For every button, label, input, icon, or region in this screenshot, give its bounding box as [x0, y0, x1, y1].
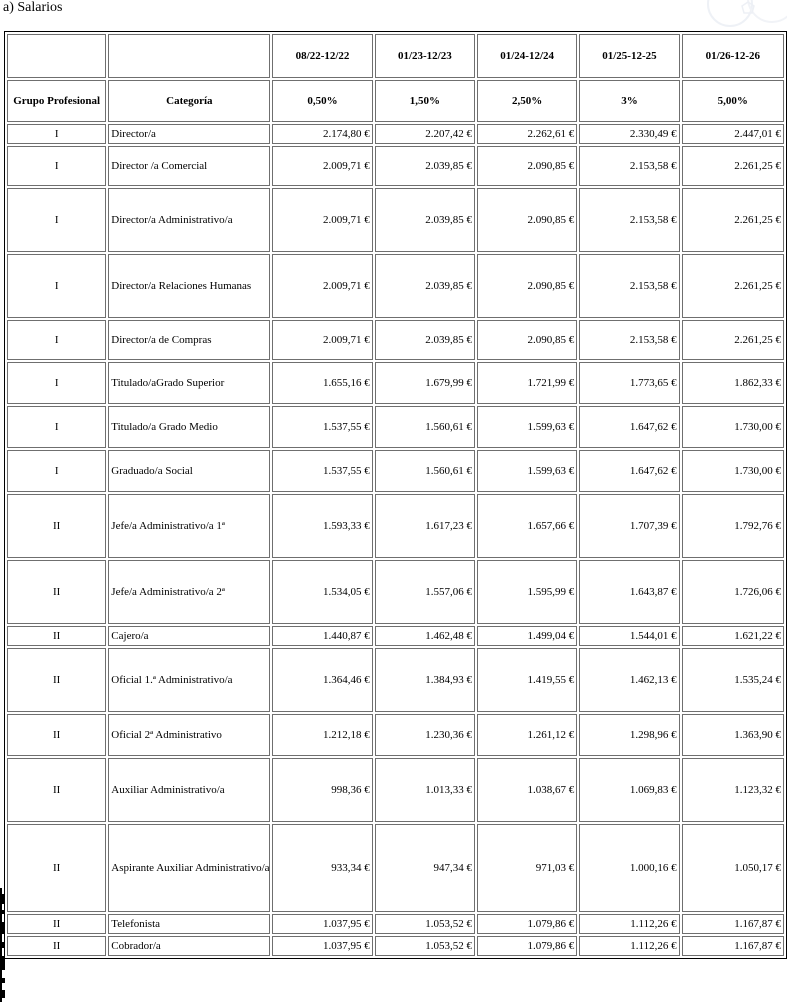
- category-cell: Graduado/a Social: [108, 450, 270, 492]
- category-cell: Director/a Relaciones Humanas: [108, 254, 270, 318]
- salary-cell: 2.039,85 €: [375, 320, 475, 360]
- group-cell: II: [7, 824, 106, 912]
- salary-cell: 1.013,33 €: [375, 758, 475, 822]
- category-cell: Director/a Administrativo/a: [108, 188, 270, 252]
- group-cell: I: [7, 362, 106, 404]
- salary-cell: 2.261,25 €: [682, 254, 784, 318]
- category-cell: Jefe/a Administrativo/a 1ª: [108, 494, 270, 558]
- salary-cell: 1.167,87 €: [682, 914, 784, 934]
- header-cell: 01/23-12/23: [375, 34, 475, 78]
- salary-cell: 2.261,25 €: [682, 146, 784, 186]
- salary-cell: 1.560,61 €: [375, 450, 475, 492]
- header-cell: [108, 34, 270, 78]
- salary-table-body: [7, 124, 784, 956]
- salary-cell: 2.039,85 €: [375, 254, 475, 318]
- section-heading: a) Salarios: [3, 0, 63, 15]
- table-row: [7, 560, 784, 624]
- salary-cell: 1.599,63 €: [477, 406, 577, 448]
- salary-cell: 1.167,87 €: [682, 936, 784, 956]
- header-cell: [7, 34, 106, 78]
- table-row: [7, 450, 784, 492]
- salary-cell: 1.534,05 €: [272, 560, 372, 624]
- header-cell: 01/26-12-26: [682, 34, 784, 78]
- salary-cell: 2.090,85 €: [477, 254, 577, 318]
- group-cell: II: [7, 936, 106, 956]
- salary-cell: 2.330,49 €: [579, 124, 679, 144]
- salary-cell: 1.053,52 €: [375, 914, 475, 934]
- group-cell: I: [7, 406, 106, 448]
- header-cell: 08/22-12/22: [272, 34, 372, 78]
- category-cell: Cobrador/a: [108, 936, 270, 956]
- salary-cell: 1.560,61 €: [375, 406, 475, 448]
- header-cell: Grupo Profesional: [7, 80, 106, 122]
- salary-cell: 2.207,42 €: [375, 124, 475, 144]
- salary-cell: 2.261,25 €: [682, 188, 784, 252]
- group-cell: I: [7, 146, 106, 186]
- salary-cell: 1.721,99 €: [477, 362, 577, 404]
- salary-cell: 2.090,85 €: [477, 320, 577, 360]
- category-cell: Aspirante Auxiliar Administrativo/a: [108, 824, 270, 912]
- category-cell: Titulado/a Grado Medio: [108, 406, 270, 448]
- table-row: [7, 914, 784, 934]
- salary-cell: 1.364,46 €: [272, 648, 372, 712]
- header-cell: 01/25-12-25: [579, 34, 679, 78]
- table-row: [7, 362, 784, 404]
- salary-cell: 1.298,96 €: [579, 714, 679, 756]
- salary-cell: 1.499,04 €: [477, 626, 577, 646]
- salary-cell: 2.090,85 €: [477, 188, 577, 252]
- group-cell: I: [7, 188, 106, 252]
- category-cell: Jefe/a Administrativo/a 2ª: [108, 560, 270, 624]
- salary-cell: 1.037,95 €: [272, 914, 372, 934]
- salary-cell: 2.262,61 €: [477, 124, 577, 144]
- salary-cell: 1.053,52 €: [375, 936, 475, 956]
- salary-cell: 933,34 €: [272, 824, 372, 912]
- category-cell: Director/a: [108, 124, 270, 144]
- salary-cell: 1.617,23 €: [375, 494, 475, 558]
- salary-cell: 1.621,22 €: [682, 626, 784, 646]
- salary-cell: 1.647,62 €: [579, 406, 679, 448]
- table-row: [7, 254, 784, 318]
- salary-cell: 1.440,87 €: [272, 626, 372, 646]
- salary-cell: 1.212,18 €: [272, 714, 372, 756]
- salary-cell: 1.069,83 €: [579, 758, 679, 822]
- salary-cell: 1.599,63 €: [477, 450, 577, 492]
- salary-cell: 1.079,86 €: [477, 914, 577, 934]
- category-cell: Oficial 2ª Administrativo: [108, 714, 270, 756]
- salary-cell: 1.730,00 €: [682, 406, 784, 448]
- salary-cell: 998,36 €: [272, 758, 372, 822]
- salary-cell: 1.537,55 €: [272, 450, 372, 492]
- header-cell: 5,00%: [682, 80, 784, 122]
- salary-cell: 2.153,58 €: [579, 320, 679, 360]
- table-row: [7, 406, 784, 448]
- salary-cell: 1.230,36 €: [375, 714, 475, 756]
- salary-cell: 1.679,99 €: [375, 362, 475, 404]
- category-cell: Director/a de Compras: [108, 320, 270, 360]
- table-row: [7, 146, 784, 186]
- group-cell: I: [7, 124, 106, 144]
- salary-cell: 1.707,39 €: [579, 494, 679, 558]
- salary-cell: 1.726,06 €: [682, 560, 784, 624]
- watermark-graphic: [690, 0, 787, 32]
- salary-cell: 1.462,13 €: [579, 648, 679, 712]
- header-percent-row: [7, 80, 784, 122]
- salary-cell: 2.153,58 €: [579, 188, 679, 252]
- salary-cell: 1.462,48 €: [375, 626, 475, 646]
- group-cell: II: [7, 714, 106, 756]
- salary-cell: 1.544,01 €: [579, 626, 679, 646]
- salary-cell: 1.773,65 €: [579, 362, 679, 404]
- category-cell: Auxiliar Administrativo/a: [108, 758, 270, 822]
- header-cell: 3%: [579, 80, 679, 122]
- salary-table: [4, 31, 787, 959]
- salary-cell: 2.447,01 €: [682, 124, 784, 144]
- group-cell: I: [7, 254, 106, 318]
- table-row: [7, 124, 784, 144]
- group-cell: II: [7, 758, 106, 822]
- header-cell: Categoría: [108, 80, 270, 122]
- salary-cell: 1.643,87 €: [579, 560, 679, 624]
- salary-cell: 1.363,90 €: [682, 714, 784, 756]
- salary-cell: 2.009,71 €: [272, 320, 372, 360]
- salary-cell: 2.009,71 €: [272, 254, 372, 318]
- header-cell: 2,50%: [477, 80, 577, 122]
- table-row: [7, 188, 784, 252]
- group-cell: I: [7, 450, 106, 492]
- salary-cell: 2.174,80 €: [272, 124, 372, 144]
- salary-cell: 1.862,33 €: [682, 362, 784, 404]
- table-row: [7, 824, 784, 912]
- salary-cell: 1.792,76 €: [682, 494, 784, 558]
- salary-cell: 2.090,85 €: [477, 146, 577, 186]
- salary-cell: 2.153,58 €: [579, 146, 679, 186]
- salary-cell: 2.261,25 €: [682, 320, 784, 360]
- header-cell: 0,50%: [272, 80, 372, 122]
- salary-cell: 1.079,86 €: [477, 936, 577, 956]
- category-cell: Cajero/a: [108, 626, 270, 646]
- salary-cell: 971,03 €: [477, 824, 577, 912]
- salary-cell: 1.000,16 €: [579, 824, 679, 912]
- header-periods-row: [7, 34, 784, 78]
- salary-cell: 1.595,99 €: [477, 560, 577, 624]
- salary-cell: 2.009,71 €: [272, 146, 372, 186]
- salary-cell: 2.039,85 €: [375, 146, 475, 186]
- salary-cell: 2.153,58 €: [579, 254, 679, 318]
- salary-cell: 1.112,26 €: [579, 914, 679, 934]
- salary-cell: 1.537,55 €: [272, 406, 372, 448]
- salary-cell: 1.647,62 €: [579, 450, 679, 492]
- table-row: [7, 494, 784, 558]
- category-cell: Titulado/aGrado Superior: [108, 362, 270, 404]
- salary-cell: 1.050,17 €: [682, 824, 784, 912]
- table-row: [7, 758, 784, 822]
- salary-cell: 1.038,67 €: [477, 758, 577, 822]
- group-cell: II: [7, 914, 106, 934]
- category-cell: Oficial 1.ª Administrativo/a: [108, 648, 270, 712]
- group-cell: I: [7, 320, 106, 360]
- table-row: [7, 320, 784, 360]
- group-cell: II: [7, 626, 106, 646]
- group-cell: II: [7, 560, 106, 624]
- salary-cell: 1.655,16 €: [272, 362, 372, 404]
- salary-cell: 1.535,24 €: [682, 648, 784, 712]
- salary-cell: 1.384,93 €: [375, 648, 475, 712]
- table-row: [7, 626, 784, 646]
- table-row: [7, 936, 784, 956]
- header-cell: 01/24-12/24: [477, 34, 577, 78]
- salary-cell: 1.123,32 €: [682, 758, 784, 822]
- salary-cell: 2.039,85 €: [375, 188, 475, 252]
- group-cell: II: [7, 494, 106, 558]
- header-cell: 1,50%: [375, 80, 475, 122]
- salary-cell: 1.112,26 €: [579, 936, 679, 956]
- salary-cell: 1.657,66 €: [477, 494, 577, 558]
- group-cell: II: [7, 648, 106, 712]
- salary-cell: 1.730,00 €: [682, 450, 784, 492]
- salary-cell: 1.419,55 €: [477, 648, 577, 712]
- salary-cell: 1.037,95 €: [272, 936, 372, 956]
- table-row: [7, 714, 784, 756]
- salary-cell: 1.261,12 €: [477, 714, 577, 756]
- salary-cell: 2.009,71 €: [272, 188, 372, 252]
- salary-cell: 1.593,33 €: [272, 494, 372, 558]
- category-cell: Director /a Comercial: [108, 146, 270, 186]
- salary-cell: 947,34 €: [375, 824, 475, 912]
- salary-cell: 1.557,06 €: [375, 560, 475, 624]
- table-row: [7, 648, 784, 712]
- category-cell: Telefonista: [108, 914, 270, 934]
